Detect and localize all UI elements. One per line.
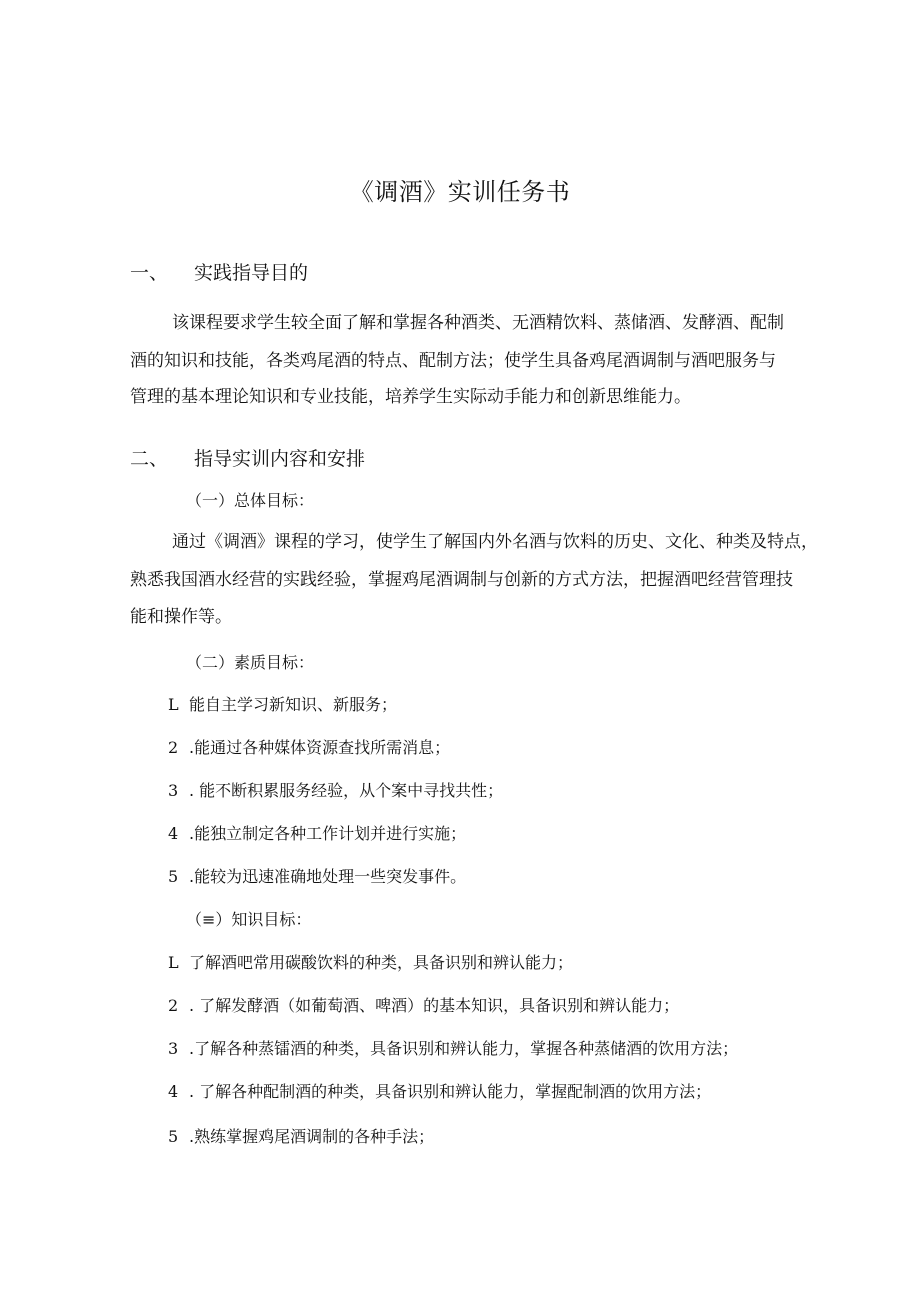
list-item-text: . 能不断积累服务经验，从个案中寻找共性； <box>189 781 504 800</box>
knowledge-list-item <box>168 950 573 973</box>
subsection-overall-goal: （一）总体目标： <box>186 491 315 510</box>
quality-list-item <box>168 735 450 758</box>
list-item-number: L <box>168 695 179 714</box>
list-item-text: .能通过各种媒体资源查找所需消息； <box>189 738 451 757</box>
list-item-text: . 了解发酵酒（如葡萄酒、啤酒）的基本知识，具备识别和辨认能力； <box>189 996 680 1015</box>
subsection-knowledge-goal: （≡）知识目标： <box>186 910 312 929</box>
quality-list-item <box>168 864 466 887</box>
knowledge-list-item <box>168 1079 711 1102</box>
list-item-text: 能自主学习新知识、新服务； <box>189 695 398 714</box>
section-2-para-line-1: 通过《调酒》课程的学习，使学生了解国内外名酒与饮料的历史、文化、种类及特点， <box>172 532 818 552</box>
section-2-para-line-2: 熟悉我国酒水经营的实践经验，掌握鸡尾酒调制与创新的方式方法，把握酒吧经营管理技 <box>130 570 793 590</box>
document-title: 《调酒》实训任务书 <box>349 178 571 206</box>
section-2-heading: 指导实训内容和安排 <box>194 448 366 470</box>
list-item-text: .能独立制定各种工作计划并进行实施； <box>189 824 467 843</box>
list-item-number: 5 <box>168 867 179 886</box>
section-1-number: 一、 <box>130 262 169 284</box>
knowledge-list-item <box>168 1036 738 1059</box>
list-item-number: 5 <box>168 1127 179 1146</box>
list-item-text: 了解酒吧常用碳酸饮料的种类，具备识别和辨认能力； <box>189 953 574 972</box>
list-item-number: 3 <box>168 1039 179 1058</box>
list-item-number: 3 <box>168 781 179 800</box>
list-item-number: 2 <box>168 996 179 1015</box>
list-item-number: 4 <box>168 1082 179 1101</box>
list-item-text: .能较为迅速准确地处理一些突发事件。 <box>189 867 467 886</box>
list-item-text: . 了解各种配制酒的种类，具备识别和辨认能力，掌握配制酒的饮用方法； <box>189 1082 712 1101</box>
knowledge-list-item <box>168 1124 434 1147</box>
quality-list-item <box>168 821 466 844</box>
section-1-line-2: 酒的知识和技能，各类鸡尾酒的特点、配制方法；使学生具备鸡尾酒调制与酒吧服务与 <box>130 351 776 371</box>
subsection-quality-goal: （二）素质目标： <box>186 653 315 672</box>
list-item-text: .了解各种蒸镭酒的种类，具备识别和辨认能力，掌握各种蒸储酒的饮用方法； <box>189 1039 739 1058</box>
quality-list-item <box>168 778 503 801</box>
list-item-number: L <box>168 953 179 972</box>
section-2-number: 二、 <box>130 448 169 470</box>
list-item-number: 2 <box>168 738 179 757</box>
knowledge-list-item <box>168 993 679 1016</box>
section-1-line-1: 该课程要求学生较全面了解和掌握各种酒类、无酒精饮料、蒸储酒、发酵酒、配制 <box>172 313 784 333</box>
list-item-text: .熟练掌握鸡尾酒调制的各种手法； <box>189 1127 435 1146</box>
section-2-para-line-3: 能和操作等。 <box>130 607 232 627</box>
quality-list-item <box>168 692 397 715</box>
section-1-line-3: 管理的基本理论知识和专业技能，培养学生实际动手能力和创新思维能力。 <box>130 387 691 407</box>
section-1-heading: 实践指导目的 <box>194 262 309 284</box>
list-item-number: 4 <box>168 824 179 843</box>
